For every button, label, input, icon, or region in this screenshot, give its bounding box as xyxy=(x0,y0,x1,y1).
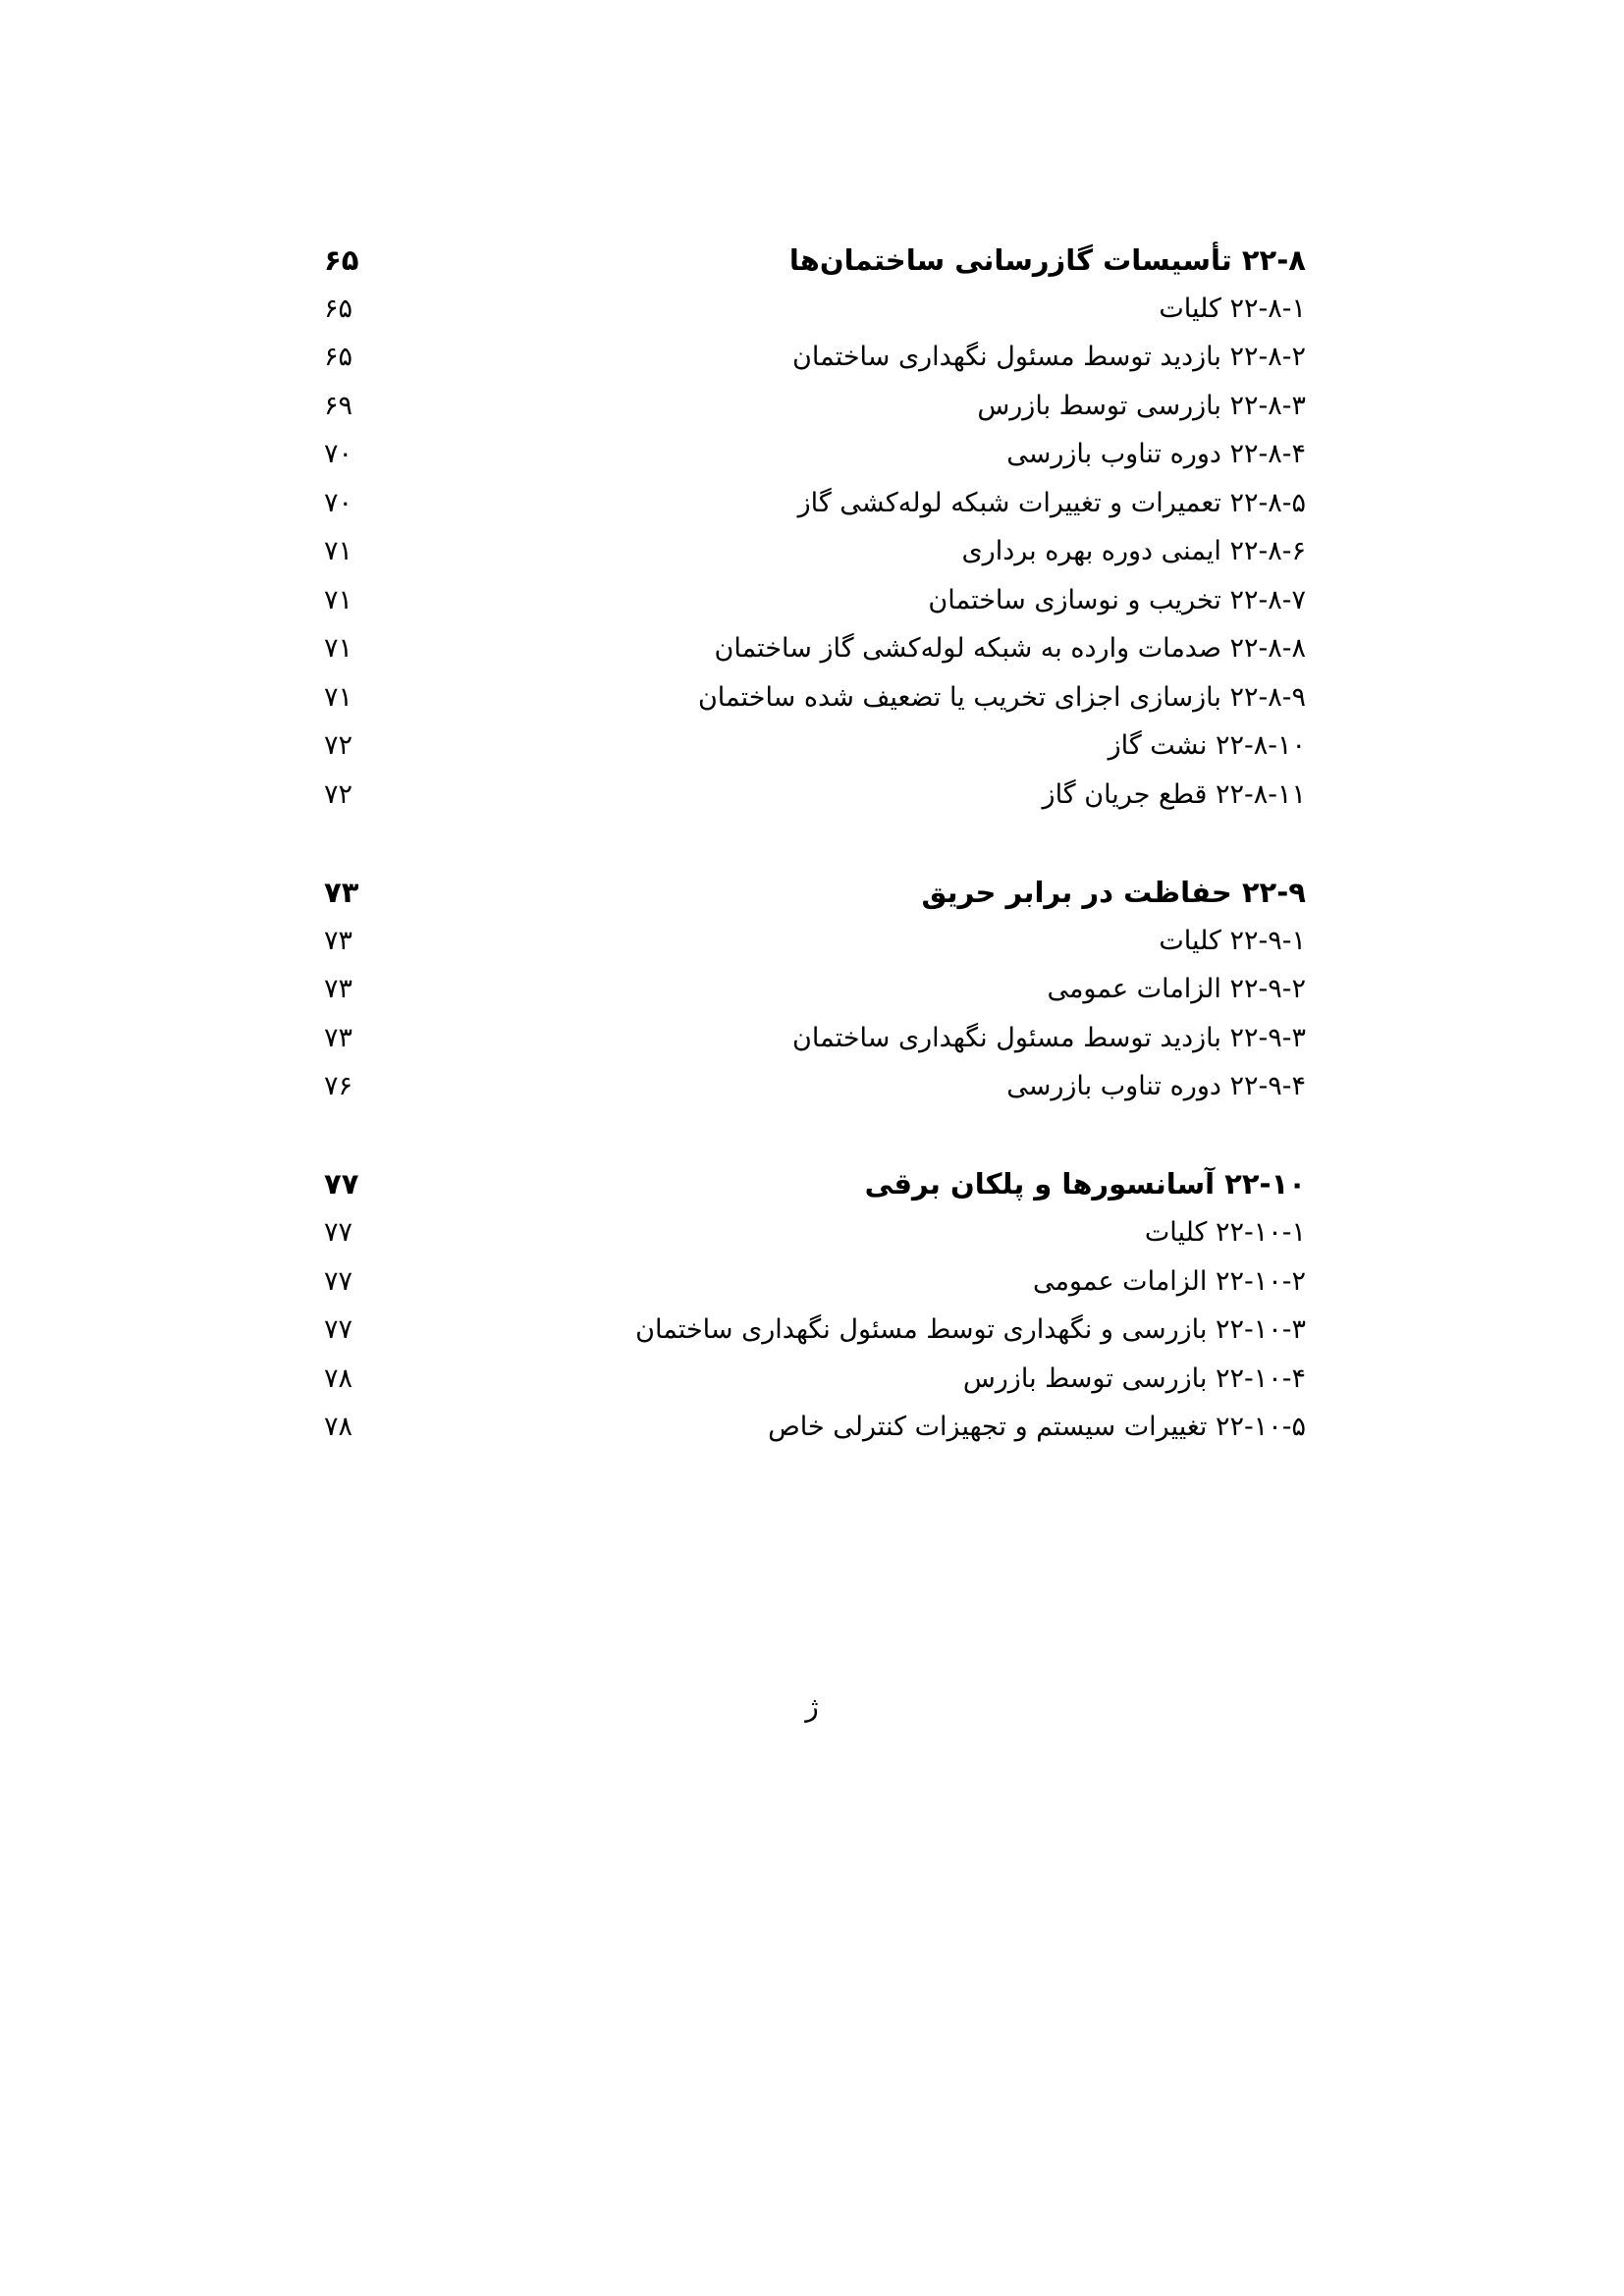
toc-entry-title: ۲۲-۸-۴ دوره تناوب بازرسی xyxy=(1006,439,1306,470)
toc-entry-title: ۲۲-۸-۸ صدمات وارده به شبکه لوله‌کشی گاز ساختمان xyxy=(714,633,1306,665)
toc-page-number: ۷۱ xyxy=(324,536,353,567)
toc-page-number: ۷۸ xyxy=(324,1362,353,1394)
toc-entry[interactable] xyxy=(324,333,1306,382)
toc-page-number: ۷۱ xyxy=(324,681,353,713)
toc-entry-title: ۲۲-۸-۶ ایمنی دوره بهره برداری xyxy=(961,536,1306,567)
toc-entry-title: ۲۲-۸-۱۰ نشت گاز xyxy=(1108,730,1306,762)
toc-entry-title: ۲۲-۱۰-۳ بازرسی و نگهداری توسط مسئول نگهداری ساختمان xyxy=(635,1314,1306,1346)
toc-page-number: ۷۰ xyxy=(324,487,353,518)
toc-page-number: ۷۷ xyxy=(324,1217,353,1249)
toc-entry-title: ۲۲-۸-۷ تخریب و نوسازی ساختمان xyxy=(928,584,1306,615)
toc-entry-title: ۲۲-۸-۳ بازرسی توسط بازرس xyxy=(977,390,1306,421)
toc-section-fire-protection xyxy=(324,868,1306,1111)
toc-entry[interactable] xyxy=(324,527,1306,576)
toc-entry[interactable] xyxy=(324,285,1306,334)
toc-page-number: ۶۵ xyxy=(324,242,359,277)
toc-page-number: ۷۳ xyxy=(324,974,353,1005)
toc-entry[interactable] xyxy=(324,1403,1306,1452)
toc-page-number: ۷۱ xyxy=(324,633,353,665)
toc-entry[interactable] xyxy=(324,1208,1306,1257)
toc-entry[interactable] xyxy=(324,1062,1306,1111)
toc-page-number: ۷۳ xyxy=(324,875,359,909)
toc-page-number: ۶۵ xyxy=(324,342,353,373)
toc-section-elevators xyxy=(324,1160,1306,1452)
toc-entry[interactable] xyxy=(324,965,1306,1014)
toc-section-gas-installations xyxy=(324,236,1306,819)
toc-entry[interactable] xyxy=(324,430,1306,479)
toc-entry[interactable] xyxy=(324,479,1306,528)
toc-page-number: ۶۹ xyxy=(324,390,353,421)
toc-entry[interactable] xyxy=(324,1257,1306,1307)
toc-entry-title: ۲۲-۸-۱ کلیات xyxy=(1159,293,1306,324)
toc-page-number: ۷۷ xyxy=(324,1167,359,1201)
toc-heading-title: ۲۲-۸ تأسیسات گازرسانی ساختمان‌ها xyxy=(788,242,1306,277)
toc-entry-title: ۲۲-۹-۴ دوره تناوب بازرسی xyxy=(1006,1071,1306,1102)
toc-entry-title: ۲۲-۸-۵ تعمیرات و تغییرات شبکه لوله‌کشی گاز xyxy=(797,487,1306,518)
toc-entry[interactable] xyxy=(324,771,1306,820)
toc-entry[interactable] xyxy=(324,917,1306,966)
toc-heading-title: ۲۲-۹ حفاظت در برابر حریق xyxy=(921,875,1306,909)
toc-entry-title: ۲۲-۹-۱ کلیات xyxy=(1159,925,1306,956)
toc-heading-title: ۲۲-۱۰ آسانسورها و پلکان برقی xyxy=(864,1167,1306,1201)
toc-entry[interactable] xyxy=(324,1306,1306,1355)
toc-entry-title: ۲۲-۸-۱۱ قطع جریان گاز xyxy=(1042,778,1306,810)
toc-entry-title: ۲۲-۹-۲ الزامات عمومی xyxy=(1047,974,1306,1005)
toc-entry-title: ۲۲-۱۰-۴ بازرسی توسط بازرس xyxy=(962,1362,1306,1394)
toc-page-number: ۷۱ xyxy=(324,584,353,615)
toc-entry-title: ۲۲-۸-۹ بازسازی اجزای تخریب یا تضعیف شده ساختمان xyxy=(697,681,1306,713)
toc-entry[interactable] xyxy=(324,576,1306,625)
toc-entry-title: ۲۲-۱۰-۱ کلیات xyxy=(1144,1217,1306,1249)
toc-heading[interactable] xyxy=(324,236,1306,285)
toc-page-number: ۷۷ xyxy=(324,1265,353,1297)
toc-entry-title: ۲۲-۱۰-۲ الزامات عمومی xyxy=(1032,1265,1306,1297)
toc-entry[interactable] xyxy=(324,673,1306,722)
toc-page-number: ۶۵ xyxy=(324,293,353,324)
toc-heading[interactable] xyxy=(324,1160,1306,1209)
toc-heading[interactable] xyxy=(324,868,1306,917)
toc-entry[interactable] xyxy=(324,624,1306,673)
toc-page-number: ۷۲ xyxy=(324,730,353,762)
toc-page-number: ۷۲ xyxy=(324,778,353,810)
toc-entry-title: ۲۲-۸-۲ بازدید توسط مسئول نگهداری ساختمان xyxy=(792,342,1306,373)
toc-entry[interactable] xyxy=(324,1355,1306,1404)
toc-page-number: ۷۸ xyxy=(324,1412,353,1443)
toc-page-number: ۷۳ xyxy=(324,1022,353,1053)
toc-entry[interactable] xyxy=(324,1014,1306,1063)
toc-entry-title: ۲۲-۱۰-۵ تغییرات سیستم و تجهیزات کنترلی خاص xyxy=(768,1412,1306,1443)
table-of-contents xyxy=(324,236,1306,1501)
toc-page-number: ۷۷ xyxy=(324,1314,353,1346)
toc-page-number: ۷۶ xyxy=(324,1071,353,1102)
toc-entry[interactable] xyxy=(324,382,1306,431)
toc-entry-title: ۲۲-۹-۳ بازدید توسط مسئول نگهداری ساختمان xyxy=(792,1022,1306,1053)
toc-page-number: ۷۰ xyxy=(324,439,353,470)
page-footer-letter: ژ xyxy=(805,1690,819,1723)
toc-entry[interactable] xyxy=(324,721,1306,771)
toc-page-number: ۷۳ xyxy=(324,925,353,956)
